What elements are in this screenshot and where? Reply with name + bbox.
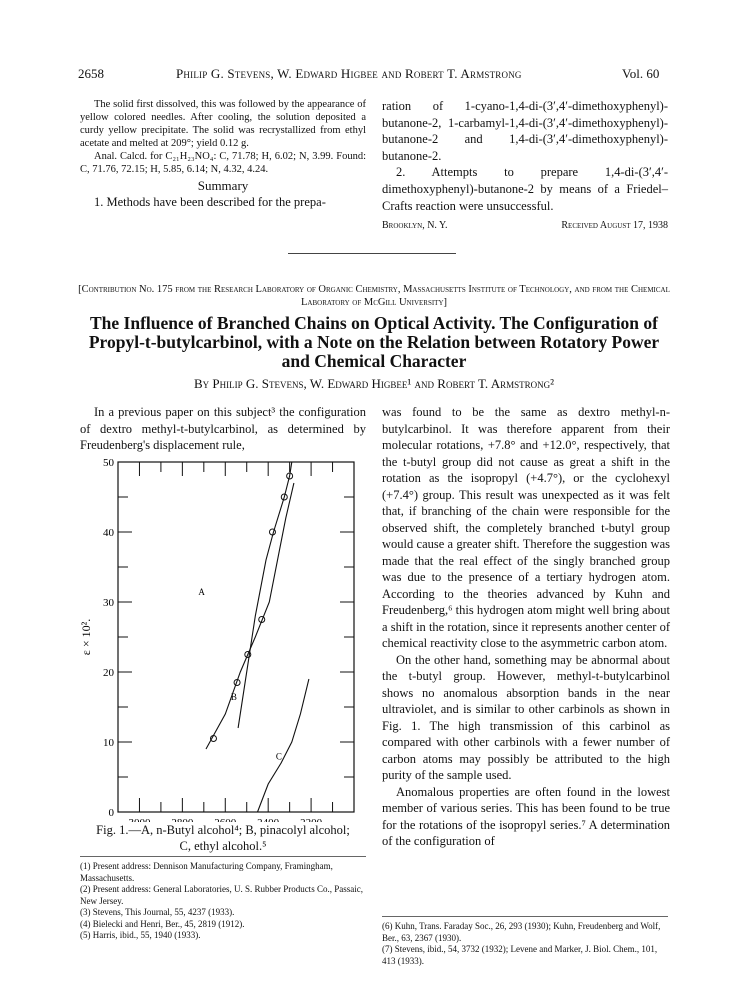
intro-paragraph: In a previous paper on this subject³ the configuration of dextro methyl-t-butylcarbinol, as determined by Freudenberg's displacement rule, xyxy=(80,405,366,453)
footnote-4: (4) Bielecki and Henri, Ber., 45, 2819 (1912). xyxy=(80,918,245,929)
experimental-paragraph: The solid first dissolved, this was followed by the appearance of yellow colored needles. After cooling, the solution deposited a curdy yellow precipitate. The solid was recrystallized from ethyl acetate and melted at 209°; yield 0.12 g. xyxy=(80,99,366,149)
y-tick-label: 10 xyxy=(103,737,114,749)
plot-frame xyxy=(118,462,354,812)
y-tick-label: 20 xyxy=(103,667,114,679)
previous-article-end-left xyxy=(80,98,366,210)
signature-place: Brooklyn, N. Y. xyxy=(382,220,448,232)
page-number: 2658 xyxy=(78,66,104,81)
contribution-note: [Contribution No. 175 from the Research Laboratory of Organic Chemistry, Massachusetts Institute of Technology, and from the Chemical Laboratory of McGill University] xyxy=(78,284,670,308)
y-tick-label: 50 xyxy=(103,457,114,469)
y-tick-label: 30 xyxy=(103,597,114,609)
caption-line-1: Fig. 1.—A, n-Butyl alcohol⁴; B, pinacolyl alcohol; xyxy=(96,823,350,837)
y-tick-label: 40 xyxy=(103,527,114,539)
caption-line-2: C, ethyl alcohol.⁵ xyxy=(179,839,267,853)
body-paragraph-3: Anomalous properties are often found in the lowest member of various series. This has been found to be true for the rotations of the isopropyl series.⁷ A determination of the configuration of xyxy=(382,784,670,848)
footnote-7: (7) Stevens, ibid., 54, 3732 (1932); Levene and Marker, J. Biol. Chem., 101, 413 (1933). xyxy=(382,944,658,966)
footnote-3: (3) Stevens, This Journal, 55, 4237 (1933). xyxy=(80,907,235,917)
series-label-A: A xyxy=(198,587,205,597)
absorption-chart xyxy=(76,452,366,822)
series-line-C xyxy=(258,679,309,812)
figure-1 xyxy=(76,452,366,842)
footnote-2: (2) Present address: General Laboratories, U. S. Rubber Products Co., Passaic, New Jersey. xyxy=(80,884,363,906)
summary-item-1-continued: ration of 1-cyano-1,4-di-(3′,4′-dimethoxyphenyl)-butanone-2, 1-carbamyl-1,4-di-(3′,4′-dimethoxyphenyl)-butanone-2 and 1,4-di-(3′,4′-dimethoxyphenyl)-butanone-2. xyxy=(382,99,668,163)
left-column-intro xyxy=(80,404,366,454)
volume-label: Vol. 60 xyxy=(622,66,660,81)
summary-item-2: 2. Attempts to prepare 1,4-di-(3′,4′-dimethoxyphenyl)-butanone-2 by means of a Friedel–Crafts reaction were unsuccessful. xyxy=(382,165,668,213)
body-paragraph-2: On the other hand, something may be abnormal about the t-butyl group. However, methyl-t-butylcarbinol shows no anomalous absorption bands in the near ultraviolet, and is similar to other carbinols as shown in Fig. 1. The high transmission of this carbinol as compared with other carbinols with a fewer number of carbon atoms may possibly be attributed to the high purity of the sample used. xyxy=(382,652,670,782)
previous-article-end-right xyxy=(382,98,668,235)
footnote-5: (5) Harris, ibid., 55, 1940 (1933). xyxy=(80,930,201,940)
series-label-B: B xyxy=(230,692,237,702)
y-axis-label: ε × 10². xyxy=(79,618,93,656)
series-line-B xyxy=(206,483,294,749)
series-label-C: C xyxy=(275,751,282,762)
article-byline: By Philip G. Stevens, W. Edward Higbee¹ and Robert T. Armstrong² xyxy=(193,376,555,391)
signature-line xyxy=(382,218,668,235)
footnote-6: (6) Kuhn, Trans. Faraday Soc., 26, 293 (1930); Kuhn, Freudenberg and Wolf, Ber., 63, 2367 (1930). xyxy=(382,921,661,943)
article-title: The Influence of Branched Chains on Optical Activity. The Configuration of Propyl-t-butylcarbinol, with a Note on the Relation between Rotatory Power and Chemical Character xyxy=(88,313,660,371)
figure-caption xyxy=(80,822,366,854)
analysis-paragraph: Anal. Calcd. for C₂₁H₂₃NO₄: C, 71.78; H, 6.02; N, 3.99. Found: C, 71.76, 72.15; H, 5.85, 6.14; N, 4.32, 4.24. xyxy=(80,151,366,175)
right-column-body xyxy=(382,404,670,850)
received-date: Received August 17, 1938 xyxy=(561,220,668,232)
body-paragraph-1: was found to be the same as dextro methyl-n-butylcarbinol. It was therefore apparent from their molecular rotations, +7.8° and +12.0°, respectively, that the t-butyl group did not cause as great a shift in the rotation as the isopropyl (+4.7°), or the cyclohexyl (+7.4°) group. This result was unexpected as it was felt that, if branching of the chain were responsible for the observed shift, the completely branched t-butyl group would cause a greater shift. Therefore the suggestion was made that the real effect of the singly branched group was due to the presence of a tertiary hydrogen atom. According to the theories advanced by Kuhn and Freudenberg,⁶ this hydrogen atom might well bring about a shift in the rotation, since it represents another center of chemical reactivity close to the asymmetric carbon atom. xyxy=(382,405,670,650)
series-line-A xyxy=(238,462,292,728)
footnotes-left xyxy=(80,856,366,942)
running-header-authors: Philip G. Stevens, W. Edward Higbee and Robert T. Armstrong xyxy=(176,66,522,81)
summary-item-1: 1. Methods have been described for the prepa- xyxy=(94,195,326,209)
article-divider xyxy=(288,253,456,254)
footnote-1: (1) Present address: Dennison Manufacturing Company, Framingham, Massachusetts. xyxy=(80,861,333,883)
summary-heading: Summary xyxy=(197,178,249,193)
footnotes-right xyxy=(382,916,668,967)
y-tick-label: 0 xyxy=(108,807,114,819)
